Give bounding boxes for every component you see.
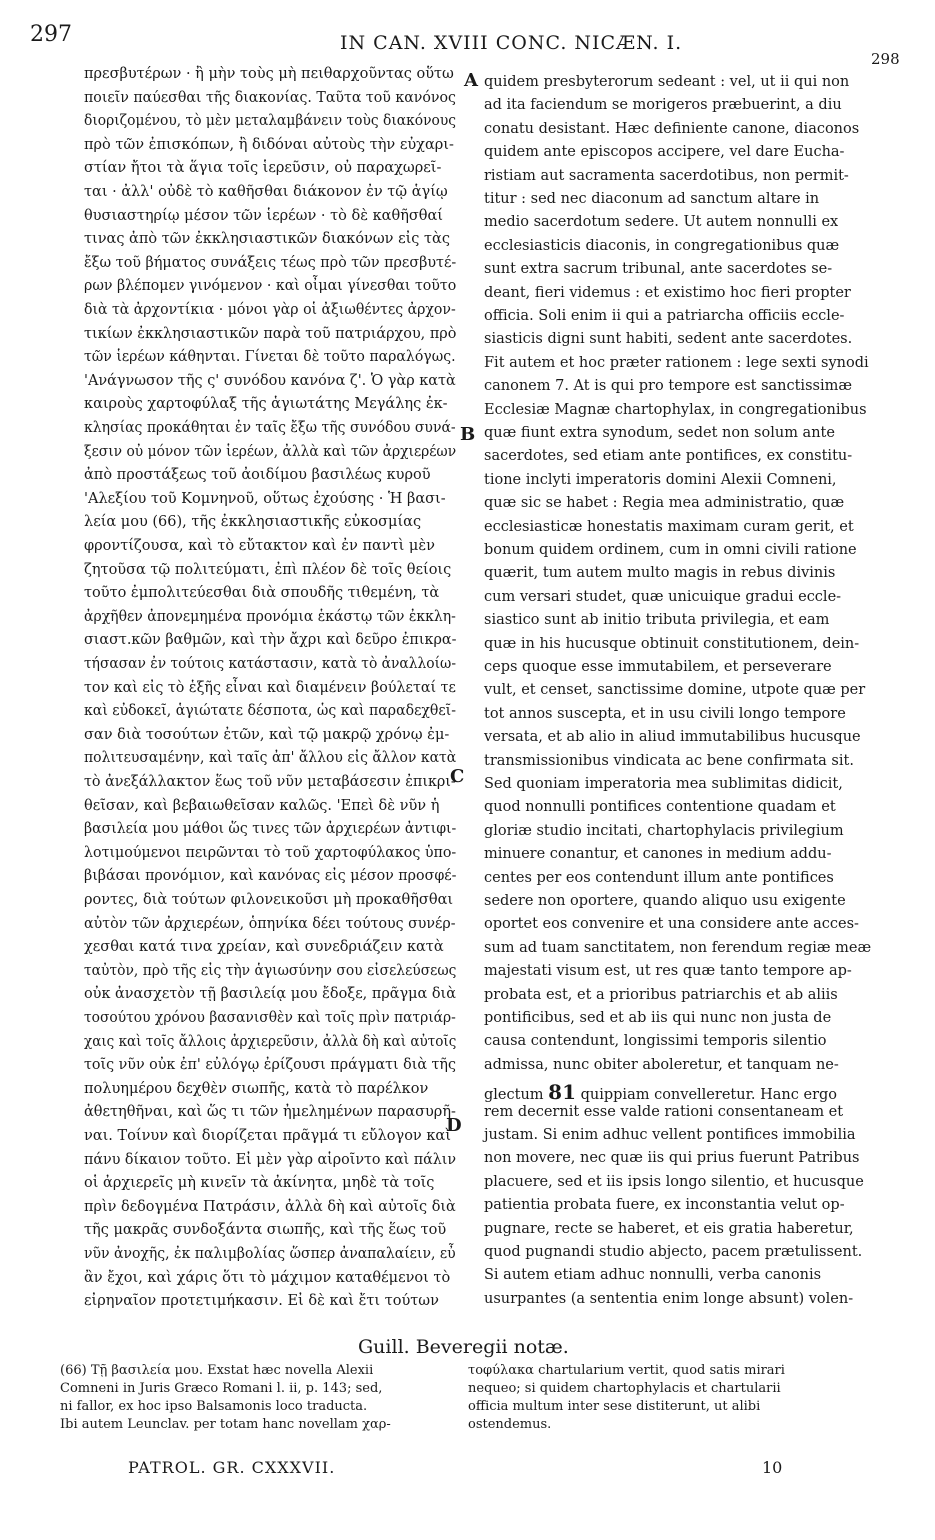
- text-line: quæ in his hucusque obtinuit constitutionem, dein-: [484, 635, 860, 652]
- text-line: τὸ ἀνεξάλλακτον ἕως τοῦ νῦν μεταβάσεσιν ἐπικρι-: [84, 774, 456, 790]
- note-line: nequeo; si quidem chartophylacis et chartularii: [468, 1381, 781, 1396]
- text-line: τινας ἀπὸ τῶν ἐκκλησιαστικῶν διακόνων εἰς τὰς: [84, 231, 450, 248]
- text-line: καὶ εὐδοκεῖ, ἁγιώτατε δέσποτα, ὡς καὶ παραδεχθεῖ-: [84, 703, 456, 720]
- text-line: tione inclyti imperatoris domini Alexii Comneni,: [484, 471, 837, 488]
- text-line: pugnare, recte se haberet, et eis gratia haberetur,: [484, 1220, 854, 1237]
- text-line: versata, et ab alio in aliud immutabilibus hucusque: [484, 729, 861, 746]
- text-line: ξεσιν οὐ μόνον τῶν ἱερέων, ἀλλὰ καὶ τῶν ἀρχιερέων: [84, 443, 457, 460]
- text-line: ροντες, διὰ τούτων φιλονεικοῦσι μὴ προκαθῆσθαι: [84, 892, 454, 908]
- text-line: sedere non oportere, quando aliquo usu exigente: [484, 893, 846, 909]
- text-line: πολυημέρου δεχθὲν σιωπῆς, κατὰ τὸ παρέλκον: [84, 1080, 429, 1097]
- note-line: officia multum inter sese distiterunt, ut alibi: [468, 1399, 761, 1414]
- text-line: sum ad tuam sanctitatem, non ferendum regiæ meæ: [484, 939, 872, 956]
- text-line: τοσούτου χρόνου βασανισθὲν καὶ τοῖς πρὶν πατριάρ-: [84, 1010, 456, 1026]
- text-line: Ecclesiæ Magnæ chartophylax, in congregationibus: [484, 401, 867, 418]
- margin-marker-a: A: [464, 70, 478, 91]
- text-line: πρὶν δεδογμένα Πατράσιν, ἀλλὰ δὴ καὶ αὐτοῖς διὰ: [84, 1198, 456, 1215]
- text-line: ceps quoque esse immutabilem, et perseverare: [484, 659, 832, 675]
- text-line: gloriæ studio incitati, chartophylacis privilegium: [484, 822, 844, 839]
- text-line: patientia probata fuere, ex inconstantia velut op-: [484, 1197, 845, 1214]
- text-line: deant, fieri videmus : et existimo hoc fieri propter: [484, 284, 851, 301]
- text-line: causa contendunt, longissimi temporis silentio: [484, 1033, 827, 1050]
- text-line: τικίων ἐκκλησιαστικῶν παρὰ τοῦ πατριάρχου, πρὸ: [84, 325, 457, 342]
- text-line: quod pugnandi studio abjecto, pacem prætulissent.: [484, 1244, 863, 1260]
- text-line: glectum 81 quippiam convelleretur. Hanc ergo: [484, 1080, 838, 1105]
- text-line: ἀπὸ προστάξεως τοῦ ἀοιδίμου βασιλέως κυροῦ: [84, 467, 431, 484]
- text-line: quæ sic se habet : Regia mea administratio, quæ: [484, 495, 845, 512]
- text-line: ecclesiasticæ honestatis maximam curam gerit, et: [484, 518, 854, 535]
- text-line: oportet eos convenire et una considere ante acces-: [484, 916, 859, 933]
- text-line: cum versari studet, quæ unicuique gradui eccle-: [484, 588, 842, 605]
- text-line: τον καὶ εἰς τὸ ἑξῆς εἶναι καὶ διαμένειν βούλεταί τε: [84, 679, 456, 696]
- text-line: conatu desistant. Hæc definiente canone, diaconos: [484, 120, 860, 137]
- text-line: vult, et censet, sanctissime domine, utpote quæ per: [484, 682, 866, 699]
- text-line: λοτιμούμενοι πειρῶνται τὸ τοῦ χαρτοφύλακος ὑπο-: [84, 844, 457, 861]
- text-line: τῶν ἱερέων κάθηνται. Γίνεται δὲ τοῦτο παραλόγως.: [84, 349, 456, 366]
- text-line: τῆς μακρᾶς συνδοξάντα σιωπῆς, καὶ τῆς ἕως τοῦ: [84, 1222, 447, 1239]
- text-line: siasticis digni sunt habiti, sedent ante sacerdotes.: [484, 331, 853, 348]
- note-line: Comneni in Juris Græco Romani l. ii, p. 143; sed,: [60, 1381, 383, 1396]
- text-line: βιβάσαι προνόμιον, καὶ κανόνας εἰς μέσον προσφέ-: [84, 868, 457, 885]
- note-line: (66) Τῇ βασιλεία μου. Exstat hæc novella Alexii: [60, 1363, 374, 1378]
- text-line: ad ita faciendum se morigeros præbuerint, a diu: [484, 97, 842, 114]
- text-line: αὐτὸν τῶν ἀρχιερέων, ὁπηνίκα δέει τούτους συνέρ-: [84, 915, 456, 932]
- text-line: φροντίζουσα, καὶ τὸ εὔτακτον καὶ ἐν παντὶ μὲν: [84, 538, 435, 554]
- footer-sheet-number: 10: [762, 1458, 783, 1477]
- text-line: pontificibus, sed et ab iis qui nunc non justa de: [484, 1010, 832, 1026]
- notes-title: Guill. Beveregii notæ.: [358, 1336, 569, 1358]
- text-line: τοῖς νῦν οὐκ ἐπ' εὐλόγῳ ἐρίζουσι πράγματι διὰ τῆς: [84, 1057, 456, 1074]
- text-line: Sed quoniam imperatoria mea sublimitas didicit,: [484, 776, 843, 792]
- text-line: transmissionibus vindicata ac bene confirmata sit.: [484, 752, 854, 769]
- page-number-right: 298: [871, 50, 900, 68]
- text-line: majestati visum est, ut res quæ tanto tempore ap-: [484, 963, 852, 980]
- text-line: λεία μου (66), τῆς ἐκκλησιαστικῆς εὐκοσμίας: [84, 514, 422, 531]
- text-line: quod nonnulli pontifices contentione quadam et: [484, 799, 836, 816]
- text-line: justam. Si enim adhuc vellent pontifices immobilia: [484, 1127, 856, 1143]
- text-line: σιαστ.κῶν βαθμῶν, καὶ τὴν ἄχρι καὶ δεῦρο ἐπικρα-: [84, 632, 457, 649]
- text-line: οἱ ἀρχιερεῖς μὴ κινεῖν τὰ ἀκίνητα, μηδὲ τὰ τοῖς: [84, 1175, 435, 1192]
- text-line: βασιλεία μου μάθοι ὥς τινες τῶν ἀρχιερέων ἀντιφι-: [84, 821, 457, 838]
- text-line: rem decernit esse valde rationi consentaneam et: [484, 1103, 844, 1120]
- text-line: titur : sed nec diaconum ad sanctum altare in: [484, 191, 820, 207]
- text-line: ναι. Τοίνυν καὶ διορίζεται πρᾶγμά τι εὔλογον καὶ: [84, 1128, 451, 1144]
- text-line: bonum quidem ordinem, cum in omni civili ratione: [484, 542, 857, 558]
- text-line: Fit autem et hoc præter rationem : lege sexti synodi: [484, 354, 869, 371]
- text-line: πρὸ τῶν ἐπισκόπων, ἢ διδόναι αὐτοὺς τὴν εὐχαρι-: [84, 136, 454, 153]
- text-line: εἰρηναῖον προτετιμήκασιν. Εἰ δὲ καὶ ἔτι τούτων: [84, 1293, 439, 1310]
- text-line: medio sacerdotum sedere. Ut autem nonnulli ex: [484, 214, 839, 231]
- text-line: Si autem etiam adhuc nonnulli, verba canonis: [484, 1267, 822, 1284]
- text-line: non movere, nec quæ iis qui prius fuerunt Patribus: [484, 1150, 860, 1167]
- text-line: θεῖσαν, καὶ βεβαιωθεῖσαν καλῶς. 'Επεὶ δὲ νῦν ἡ: [84, 797, 440, 814]
- text-line: sacerdotes, sed etiam ante pontifices, ex constitu-: [484, 448, 853, 465]
- text-line: διοριζομένου, τὸ μὲν μεταλαμβάνειν τοὺς διακόνους: [84, 113, 456, 130]
- text-line: τήσασαν ἐν τούτοις κατάστασιν, κατὰ τὸ ἀναλλοίω-: [84, 656, 456, 672]
- text-line: minuere conantur, et canones in medium addu-: [484, 846, 832, 863]
- margin-marker-d: D: [446, 1115, 462, 1136]
- text-line: ristiam aut sacramenta sacerdotibus, non permit-: [484, 167, 849, 184]
- text-line: ἀρχῆθεν ἀπονεμημένα προνόμια ἑκάστῳ τῶν ἐκκλη-: [84, 608, 456, 625]
- text-line: χεσθαι κατά τινα χρείαν, καὶ συνεδριάζειν κατὰ: [84, 939, 444, 956]
- text-line: σαν διὰ τοσούτων ἐτῶν, καὶ τῷ μακρῷ χρόνῳ ἐμ-: [84, 726, 450, 743]
- text-line: quidem presbyterorum sedeant : vel, ut ii qui non: [484, 74, 850, 90]
- text-line: siastico sunt ab initio tributa privilegia, et eam: [484, 612, 830, 629]
- text-line: χαις καὶ τοῖς ἄλλοις ἀρχιερεῦσιν, ἀλλὰ δὴ καὶ αὐτοῖς: [84, 1033, 457, 1050]
- text-line: officia. Soli enim ii qui a patriarcha officiis eccle-: [484, 308, 845, 324]
- text-line: πάνυ δίκαιον τοῦτο. Εἰ μὲν γὰρ αἱροῖντο καὶ πάλιν: [84, 1151, 457, 1168]
- text-line: διὰ τὰ ἀρχοντίκια · μόνοι γὰρ οἱ ἀξιωθέντες ἀρχον-: [84, 302, 456, 318]
- text-line: νῦν ἀνοχῆς, ἐκ παλιμβολίας ὥσπερ ἀναπαλαίειν, εὖ: [84, 1246, 456, 1262]
- text-line: ἀθετηθῆναι, καὶ ὥς τι τῶν ἠμελημένων παρασυρῆ-: [84, 1104, 456, 1121]
- text-line: tot annos suscepta, et in usu civili longo tempore: [484, 705, 846, 722]
- text-line: ἔξω τοῦ βήματος συνάξεις τέως πρὸ τῶν πρεσβυτέ-: [84, 254, 457, 271]
- text-line: οὐκ ἀνασχετὸν τῇ βασιλείᾳ μου ἔδοξε, πρᾶγμα διὰ: [84, 986, 456, 1003]
- text-line: ἂν ἔχοι, καὶ χάρις ὅτι τὸ μάχιμον καταθέμενοι τὸ: [84, 1269, 451, 1286]
- text-line: πολιτευσαμένην, καὶ ταῖς ἀπ' ἄλλου εἰς ἄλλον κατὰ: [84, 750, 457, 767]
- note-line: τοφύλακα chartularium vertit, quod satis mirari: [468, 1363, 785, 1378]
- note-line: ni fallor, ex hoc ipso Balsamonis loco traducta.: [60, 1399, 368, 1414]
- text-line: probata est, et a prioribus patriarchis et ab aliis: [484, 986, 838, 1003]
- text-line: quidem ante episcopos accipere, vel dare Eucha-: [484, 144, 845, 161]
- text-line: ταὐτὸν, πρὸ τῆς εἰς τὴν ἁγιωσύνην σου εἰσελεύσεως: [84, 962, 457, 979]
- text-line: usurpantes (a sententia enim longe absunt) volen-: [484, 1290, 854, 1307]
- note-line: Ibi autem Leunclav. per totam hanc novellam χαρ-: [60, 1417, 391, 1432]
- margin-marker-b: B: [460, 424, 476, 445]
- page-number-left: 297: [30, 22, 72, 47]
- text-line: quærit, tum autem multo magis in rebus divinis: [484, 565, 836, 582]
- text-line: canonem 7. At is qui pro tempore est sanctissimæ: [484, 378, 852, 395]
- text-line: centes per eos contendunt illum ante pontifices: [484, 869, 834, 886]
- text-line: quæ fiunt extra synodum, sedet non solum ante: [484, 425, 835, 441]
- text-line: ecclesiasticis diaconis, in congregationibus quæ: [484, 237, 840, 254]
- text-line: admissa, nunc obiter aboleretur, et tanquam ne-: [484, 1056, 839, 1073]
- text-line: κλησίας προκάθηται ἐν ταῖς ἔξω τῆς συνόδου συνά-: [84, 420, 456, 436]
- text-line: ρων βλέπομεν γινόμενον · καὶ οἶμαι γίνεσθαι τοῦτο: [84, 278, 457, 295]
- text-line: ποιεῖν παύεσθαι τῆς διακονίας. Ταῦτα τοῦ κανόνος: [84, 89, 456, 106]
- text-line: πρεσβυτέρων · ἢ μὴν τοὺς μὴ πειθαρχοῦντας οὕτω: [84, 66, 454, 82]
- text-line: στίαν ἤτοι τὰ ἅγια τοῖς ἱερεῦσιν, οὐ παραχωρεῖ-: [84, 160, 442, 177]
- text-line: τοῦτο ἐμπολιτεύεσθαι διὰ σπουδῆς τιθεμένη, τὰ: [84, 585, 440, 602]
- text-line: placuere, sed et iis ipsis longo silentio, et hucusque: [484, 1173, 864, 1190]
- footer-patrol: PATROL. GR. CXXXVII.: [128, 1458, 336, 1477]
- note-line: ostendemus.: [468, 1417, 552, 1432]
- running-head: IN CAN. XVIII CONC. NICÆN. I.: [340, 32, 683, 54]
- text-line: καιροὺς χαρτοφύλαξ τῆς ἁγιωτάτης Μεγάλης ἐκ-: [84, 396, 448, 413]
- text-line: ται · ἀλλ' οὐδὲ τὸ καθῆσθαι διάκονον ἐν τῷ ἁγίῳ: [84, 184, 448, 200]
- margin-marker-c: C: [450, 766, 465, 787]
- text-line: sunt extra sacrum tribunal, ante sacerdotes se-: [484, 261, 833, 278]
- text-line: ζητοῦσα τῷ πολιτεύματι, ἐπὶ πλέον δὲ τοῖς θείοις: [84, 561, 452, 578]
- text-line: 'Ανάγνωσον τῆς ς' συνόδου κανόνα ζ'. Ὁ γὰρ κατὰ: [84, 372, 456, 389]
- text-line: 'Αλεξίου τοῦ Κομνηνοῦ, οὕτως ἐχούσης · Ἡ βασι-: [84, 490, 446, 507]
- text-line: θυσιαστηρίῳ μέσον τῶν ἱερέων · τὸ δὲ καθῆσθαί: [84, 207, 443, 224]
